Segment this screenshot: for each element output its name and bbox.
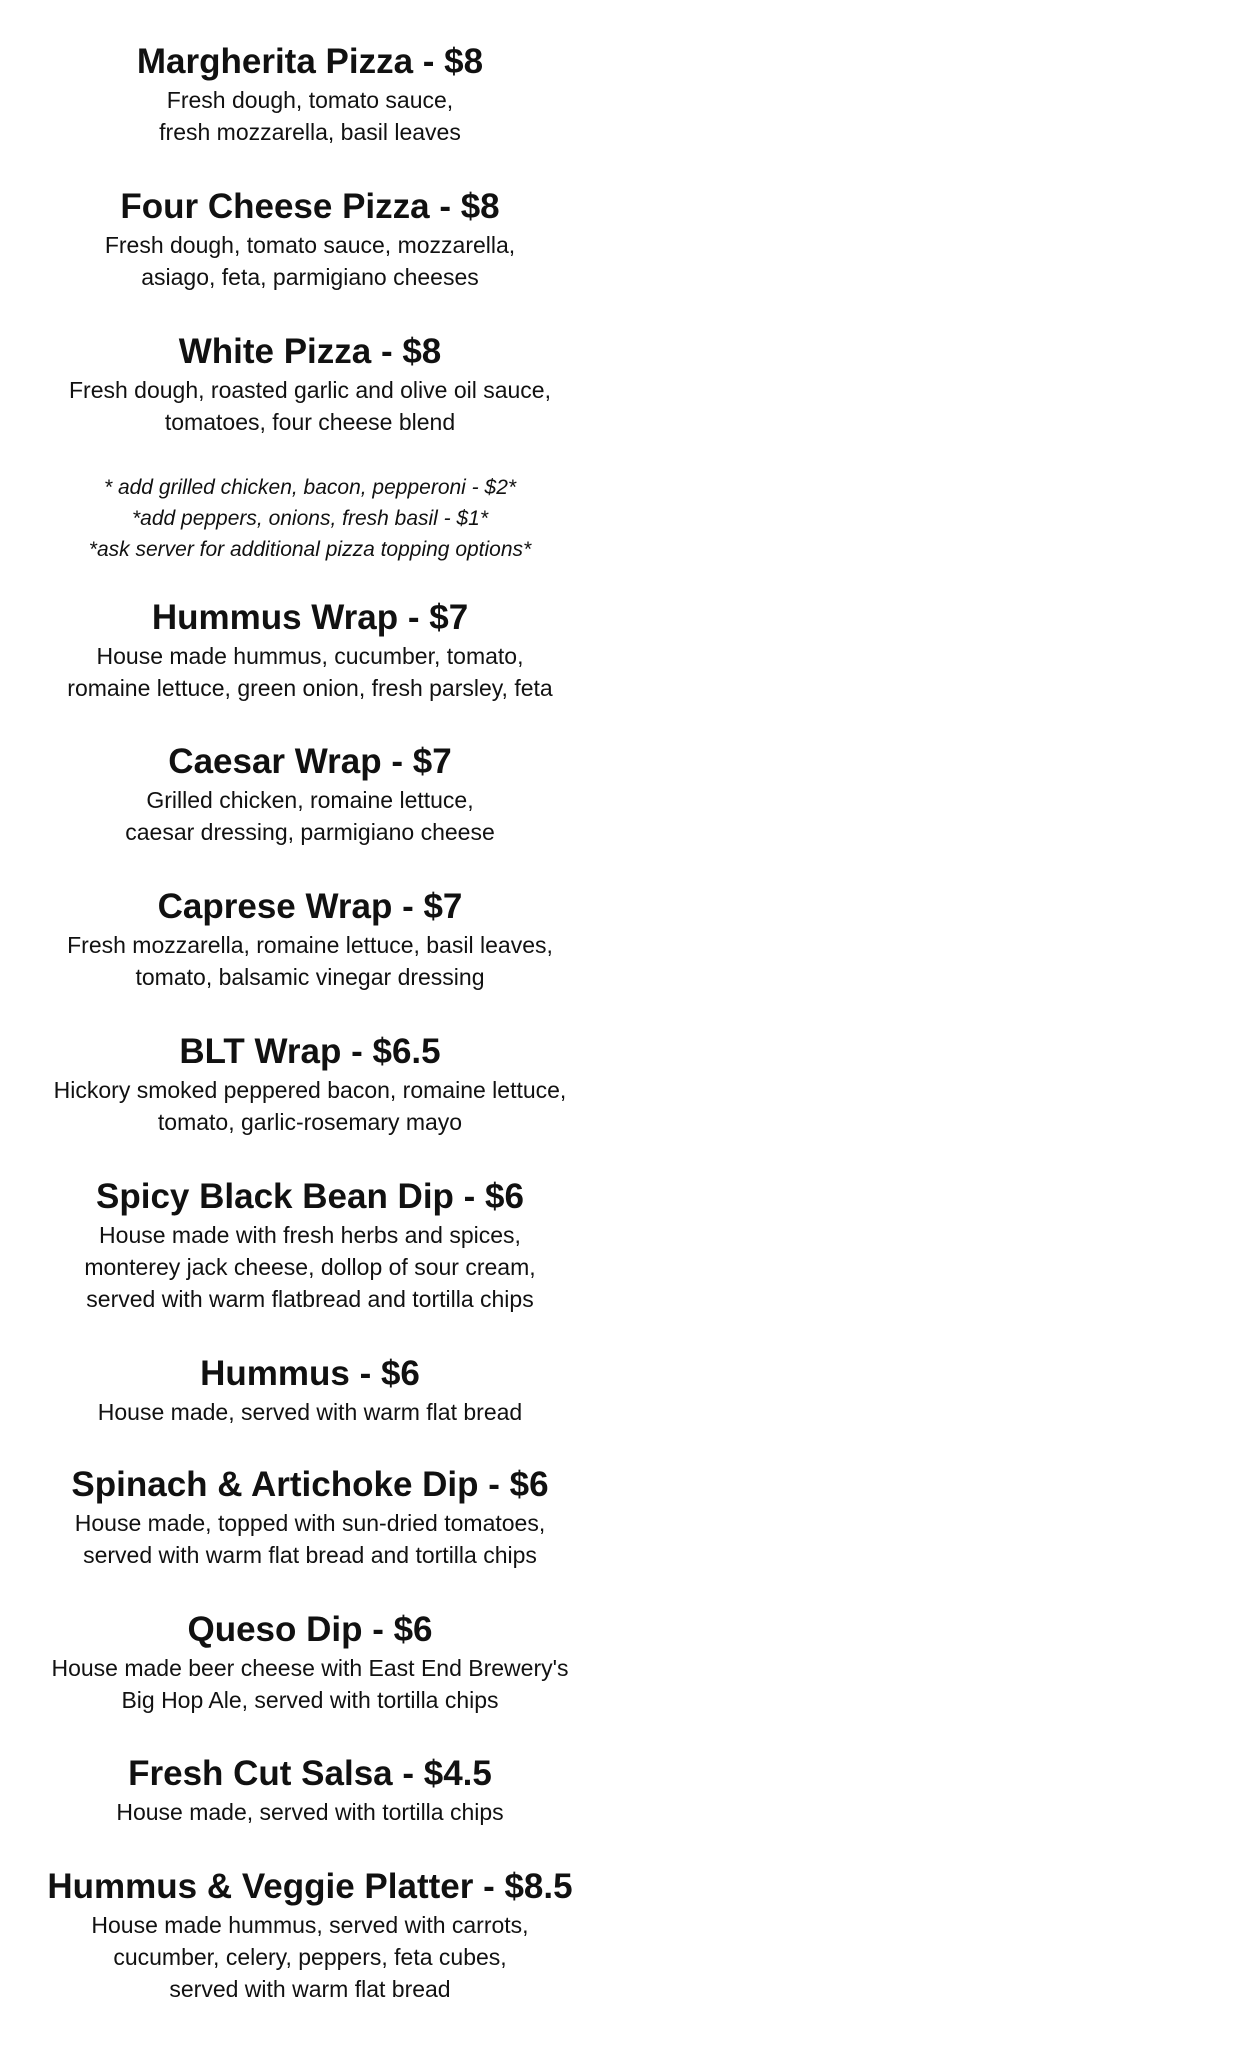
menu-item-description: House made, served with warm flat bread bbox=[97, 1399, 523, 1425]
menu-item-description: House made hummus, cucumber, tomato, romaine lettuce, green onion, fresh parsley, feta bbox=[67, 643, 553, 701]
menu-item-title: Margherita Pizza - $8 bbox=[136, 42, 484, 81]
menu-item-description: Hickory smoked peppered bacon, romaine lettuce, tomato, garlic-rosemary mayo bbox=[53, 1077, 567, 1135]
menu-item-description: Fresh dough, roasted garlic and olive oil sauce, tomatoes, four cheese blend bbox=[68, 377, 551, 435]
menu-item bbox=[10, 1352, 610, 1428]
menu-item bbox=[10, 1030, 610, 1138]
menu-item-title: Queso Dip - $6 bbox=[187, 1610, 433, 1649]
note-line: * add grilled chicken, bacon, pepperoni - $2* bbox=[103, 476, 517, 499]
menu-item-description: Grilled chicken, romaine lettuce, caesar dressing, parmigiano cheese bbox=[125, 787, 495, 845]
menu-item-title: Spinach & Artichoke Dip - $6 bbox=[71, 1465, 549, 1504]
note-line: *add peppers, onions, fresh basil - $1* bbox=[131, 507, 489, 530]
menu-item bbox=[10, 330, 610, 438]
menu-item bbox=[10, 40, 610, 148]
menu-item-title: White Pizza - $8 bbox=[178, 332, 442, 371]
menu-item-title: Hummus Wrap - $7 bbox=[151, 598, 469, 637]
menu-item-description: House made beer cheese with East End Brewery's Big Hop Ale, served with tortilla chips bbox=[51, 1655, 569, 1713]
menu-item bbox=[10, 185, 610, 293]
menu-item-title: Spicy Black Bean Dip - $6 bbox=[96, 1177, 524, 1216]
menu-item-description: House made with fresh herbs and spices, monterey jack cheese, dollop of sour cream, served with warm flatbread and tortilla chips bbox=[84, 1222, 536, 1312]
menu-item-description: Fresh dough, tomato sauce, mozzarella, asiago, feta, parmigiano cheeses bbox=[104, 232, 516, 290]
menu-item bbox=[10, 885, 610, 993]
menu-item-title: Hummus - $6 bbox=[200, 1354, 420, 1393]
menu-item-title: Hummus & Veggie Platter - $8.5 bbox=[47, 1867, 573, 1906]
note-line: *ask server for additional pizza topping options* bbox=[88, 538, 532, 561]
menu-item-description: House made, topped with sun-dried tomatoes, served with warm flat bread and tortilla chips bbox=[74, 1510, 546, 1568]
menu-item bbox=[10, 596, 610, 704]
menu-item bbox=[10, 1752, 610, 1828]
menu-item-title: Caprese Wrap - $7 bbox=[157, 887, 463, 926]
menu-item-description: House made, served with tortilla chips bbox=[116, 1799, 504, 1825]
menu-item-title: Caesar Wrap - $7 bbox=[168, 742, 452, 781]
menu-item-title: Four Cheese Pizza - $8 bbox=[120, 187, 500, 226]
menu-item-title: BLT Wrap - $6.5 bbox=[179, 1032, 441, 1071]
menu-item-description: House made hummus, served with carrots, cucumber, celery, peppers, feta cubes, served with warm flat bread bbox=[91, 1912, 529, 2002]
pizza-topping-notes bbox=[10, 472, 610, 565]
menu-item bbox=[10, 1865, 610, 2005]
menu-item bbox=[10, 1175, 610, 1315]
menu-item-description: Fresh mozzarella, romaine lettuce, basil leaves, tomato, balsamic vinegar dressing bbox=[67, 932, 553, 990]
menu-item-title: Fresh Cut Salsa - $4.5 bbox=[128, 1754, 492, 1793]
menu-item bbox=[10, 740, 610, 848]
menu-item bbox=[10, 1463, 610, 1571]
menu-item-description: Fresh dough, tomato sauce, fresh mozzarella, basil leaves bbox=[159, 87, 461, 145]
menu-item bbox=[10, 1608, 610, 1716]
